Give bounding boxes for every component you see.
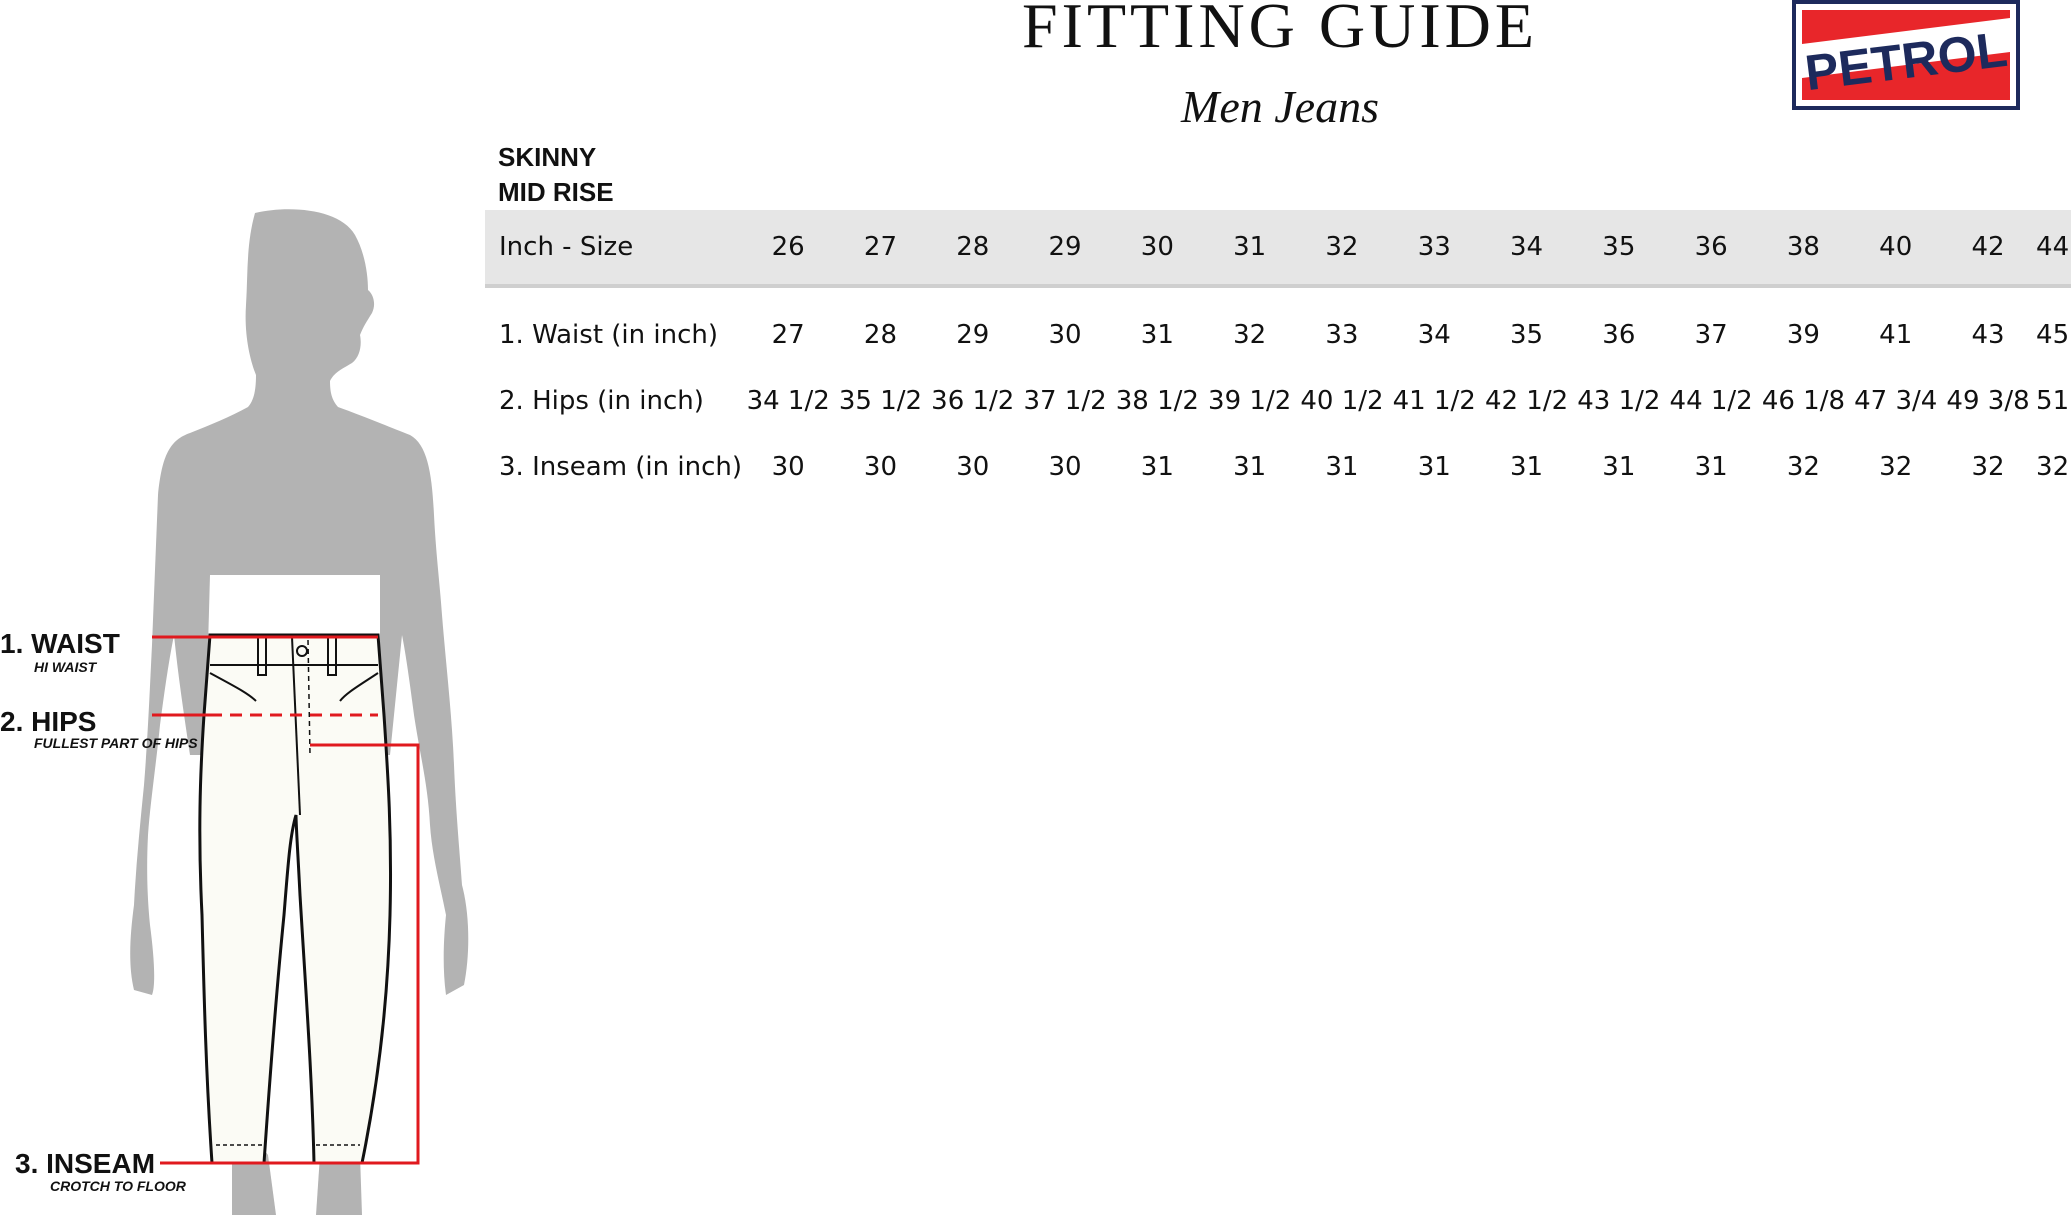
table-cell: 30 — [771, 452, 805, 482]
logo-text: PETROL — [1802, 20, 2011, 102]
table-row — [485, 286, 2071, 368]
size-header-cell: 44 — [2034, 210, 2071, 286]
size-header-cell: 40 — [1850, 210, 1942, 286]
size-header-cell: 33 — [1388, 210, 1480, 286]
table-cell: 43 1/2 — [1577, 386, 1661, 416]
table-cell: 32 — [1971, 452, 2005, 482]
table-row — [485, 368, 2071, 434]
size-header-row — [485, 210, 2071, 286]
size-header-label: Inch - Size — [485, 210, 742, 286]
measurement-figure — [0, 195, 470, 1215]
fit-type: SKINNY — [498, 142, 597, 172]
row-label: 3. Inseam (in inch) — [499, 452, 743, 482]
table-cell: 34 1/2 — [746, 386, 830, 416]
petrol-logo — [1792, 0, 2022, 112]
size-header-cell: 26 — [742, 210, 834, 286]
table-cell: 31 — [1509, 452, 1544, 482]
size-header-cell: 38 — [1757, 210, 1849, 286]
size-header-cell: 36 — [1665, 210, 1757, 286]
table-cell: 31 — [1417, 452, 1451, 482]
size-header-cell: 29 — [1019, 210, 1111, 286]
table-cell: 31 — [1694, 452, 1728, 482]
table-cell: 39 1/2 — [1208, 386, 1292, 416]
size-header-cell: 35 — [1573, 210, 1665, 286]
page-subtitle: Men Jeans — [1181, 81, 1379, 132]
table-cell: 30 — [1048, 452, 1082, 482]
table-cell: 41 — [1879, 320, 1913, 350]
table-cell: 37 — [1694, 320, 1728, 350]
table-cell: 45 — [2036, 320, 2070, 350]
row-label: 2. Hips (in inch) — [499, 386, 704, 416]
page-title: FITTING GUIDE — [1022, 0, 1538, 61]
table-cell: 41 1/2 — [1392, 386, 1476, 416]
table-cell: 37 1/2 — [1023, 386, 1107, 416]
table-cell: 39 — [1786, 320, 1820, 350]
table-cell: 51 — [2036, 386, 2070, 416]
table-cell: 31 — [1325, 452, 1359, 482]
table-cell: 36 1/2 — [931, 386, 1015, 416]
table-cell: 32 — [2036, 452, 2070, 482]
inseam-sublabel: CROTCH TO FLOOR — [50, 1178, 186, 1194]
size-header-cell: 34 — [1480, 210, 1572, 286]
table-cell: 32 — [1786, 452, 1820, 482]
size-header-cell: 32 — [1296, 210, 1388, 286]
table-cell: 34 — [1417, 320, 1451, 350]
table-cell: 29 — [956, 320, 990, 350]
table-cell: 36 — [1602, 320, 1636, 350]
size-header-cell: 31 — [1204, 210, 1296, 286]
table-cell: 30 — [1048, 320, 1082, 350]
table-cell: 28 — [863, 320, 897, 350]
table-cell: 33 — [1325, 320, 1359, 350]
size-header-cell: 27 — [834, 210, 926, 286]
table-cell: 27 — [771, 320, 805, 350]
table-cell: 43 — [1971, 320, 2005, 350]
table-cell: 32 — [1879, 452, 1913, 482]
hips-sublabel: FULLEST PART OF HIPS — [34, 735, 198, 751]
waist-label: 1. WAIST — [0, 628, 120, 659]
table-cell: 35 — [1509, 320, 1544, 350]
table-cell: 31 — [1233, 452, 1267, 482]
size-header-cell: 30 — [1111, 210, 1203, 286]
table-cell: 49 3/8 — [1946, 386, 2030, 416]
table-cell: 38 1/2 — [1115, 386, 1199, 416]
table-cell: 40 1/2 — [1300, 386, 1384, 416]
size-table — [485, 210, 2071, 500]
table-cell: 44 1/2 — [1669, 386, 1753, 416]
table-cell: 47 3/4 — [1854, 386, 1938, 416]
table-cell: 32 — [1233, 320, 1267, 350]
table-cell: 35 1/2 — [838, 386, 923, 416]
table-cell: 30 — [863, 452, 897, 482]
size-header-cell: 42 — [1942, 210, 2034, 286]
table-cell: 31 — [1140, 320, 1174, 350]
inseam-label: 3. INSEAM — [15, 1148, 156, 1179]
table-cell: 31 — [1602, 452, 1636, 482]
size-header-cell: 28 — [927, 210, 1019, 286]
hips-label: 2. HIPS — [0, 706, 97, 737]
table-cell: 30 — [956, 452, 990, 482]
table-row — [485, 434, 2071, 500]
rise-type: MID RISE — [498, 177, 614, 207]
table-cell: 31 — [1140, 452, 1174, 482]
waist-sublabel: HI WAIST — [34, 659, 97, 675]
table-cell: 42 1/2 — [1484, 386, 1569, 416]
row-label: 1. Waist (in inch) — [499, 320, 719, 350]
size-table-body — [485, 286, 2071, 500]
table-cell: 46 1/8 — [1761, 386, 1846, 416]
